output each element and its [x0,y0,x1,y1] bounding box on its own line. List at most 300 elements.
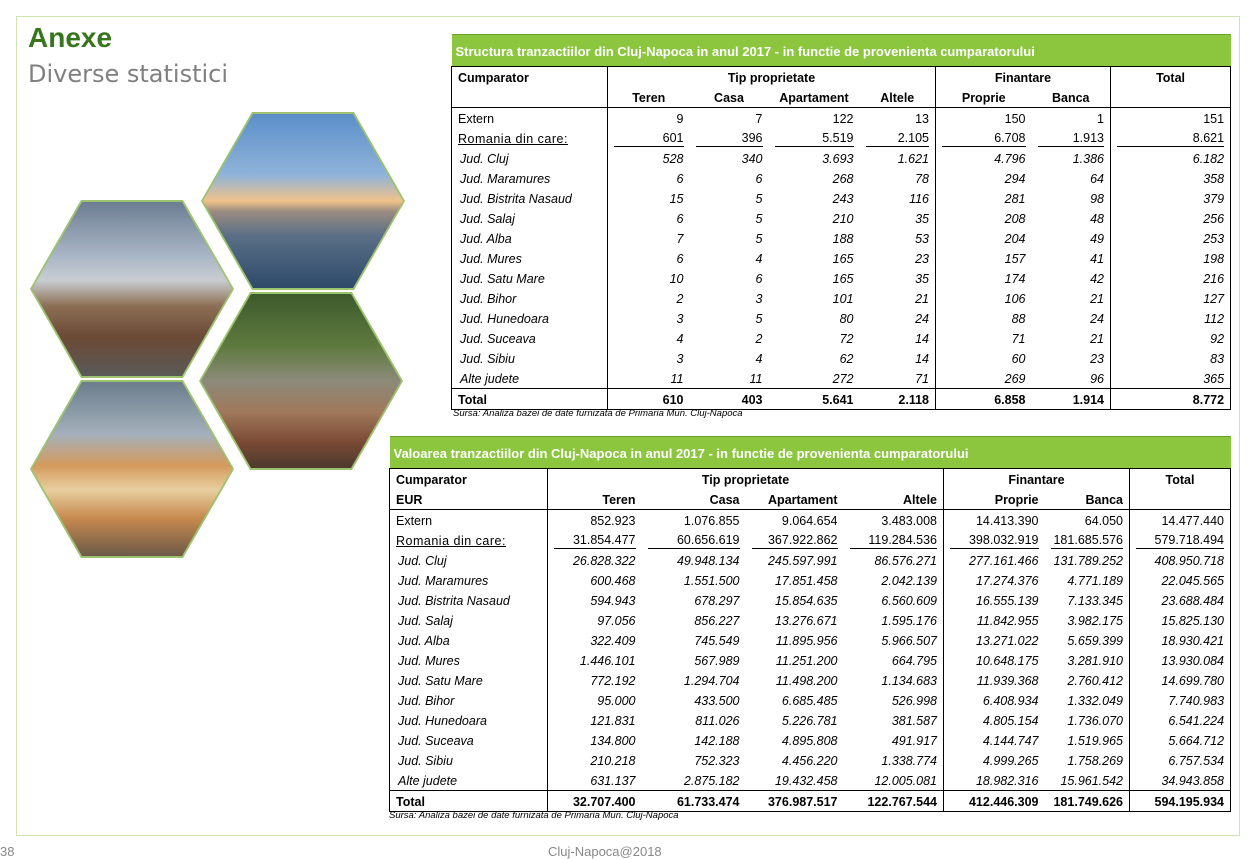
table-cell: 13.271.022 [944,630,1045,650]
row-label: Extern [452,108,608,129]
table-cell: 6.182 [1111,148,1231,168]
row-label: Jud. Bistrita Nasaud [452,188,608,208]
table-cell: 6 [608,208,690,228]
table-cell: 6 [608,248,690,268]
table-cell: 5.519 [769,128,860,148]
table-cell: 1.134.683 [881,673,937,688]
table-cell: 96 [1090,371,1104,386]
table2-header-tip: Tip proprietate [548,469,944,490]
row-label: Jud. Hunedoara [390,710,548,730]
page-number: 38 [0,844,15,859]
table-cell: 86.576.271 [874,553,937,568]
table-cell: 11.498.200 [775,673,838,688]
row-label: Jud. Cluj [452,148,608,168]
table-row [452,248,1231,268]
table-cell: 121.831 [548,710,642,730]
table-cell: 852.923 [548,510,642,531]
table-cell: 13.276.671 [774,613,838,628]
table1-sub-header: Casa [690,87,769,108]
table-cell: 4.895.808 [781,733,838,748]
table-cell: 1 [1097,111,1104,126]
table-cell: 165 [832,271,854,286]
table-cell: 16.555.139 [944,590,1045,610]
table-cell: 181.749.626 [1045,791,1130,812]
page-footer: Cluj-Napoca@2018 [548,844,662,859]
table-cell: 10 [608,268,690,288]
table-cell: 269 [936,368,1032,389]
table1-header-tip: Tip proprietate [608,67,936,88]
table-cell: 7 [608,228,690,248]
table1-header-finantare: Finantare [936,67,1111,88]
table-cell: 567.989 [694,653,740,668]
table-row [390,690,1231,710]
row-label: Jud. Satu Mare [390,670,548,690]
row-label: Jud. Sibiu [452,348,608,368]
table-cell: 1.519.965 [1067,733,1123,748]
table-cell: 35 [915,271,929,286]
table-cell: 631.137 [548,770,642,791]
row-label: Jud. Suceava [390,730,548,750]
table-cell: 1.076.855 [683,513,740,528]
table-cell: 358 [1111,168,1231,188]
table-cell: 365 [1111,368,1231,389]
table-row [452,268,1231,288]
table-cell: 3.693 [822,151,854,166]
table-cell: 35 [915,211,929,226]
table-cell: 2 [608,288,690,308]
table-cell: 11 [749,371,763,386]
table-cell: 433.500 [694,693,740,708]
table-cell: 23.688.484 [1130,590,1231,610]
table-cell: 210 [832,211,854,226]
table2-title: Valoarea tranzactiilor din Cluj-Napoca in anul 2017 - in functie de provenienta cumparatorului [390,437,1231,469]
table1-sub-header: Apartament [769,87,860,108]
table-cell: 243 [832,191,854,206]
table-cell: 610 [608,389,690,410]
table-cell: 24 [1090,311,1104,326]
table-cell: 11.251.200 [775,653,838,668]
table-cell: 18.982.316 [944,770,1045,791]
table-cell: 78 [915,171,929,186]
table-cell: 127 [1111,288,1231,308]
table-cell: 9.064.654 [781,513,838,528]
table2-sub-header: Banca [1045,489,1130,510]
table1-title: Structura tranzactiilor din Cluj-Napoca in anul 2017 - in functie de provenienta cumparatorului [452,35,1231,67]
table-cell: 6.560.609 [881,593,937,608]
table-cell: 272 [832,371,854,386]
table-cell: 5.664.712 [1130,730,1231,750]
table-cell: 150 [936,108,1032,129]
table-row [452,348,1231,368]
table-row [452,368,1231,389]
table-cell: 23 [1090,351,1104,366]
table-cell: 204 [936,228,1032,248]
table1-sub-header: Altele [860,87,936,108]
transactions-structure-table [451,34,1231,410]
table2-sub-header: Proprie [944,489,1045,510]
table-cell: 6.408.934 [944,690,1045,710]
table-cell: 856.227 [694,613,740,628]
table-cell: 5 [755,311,763,326]
table2-header-eur: EUR [390,489,548,510]
table-cell: 22.045.565 [1130,570,1231,590]
table-row [452,128,1231,148]
table-cell: 5 [755,231,763,246]
table-cell: 600.468 [548,570,642,590]
table-cell: 71 [936,328,1032,348]
table-cell: 277.161.466 [944,550,1045,570]
table-cell: 340 [741,151,763,166]
table-cell: 398.032.919 [944,530,1045,550]
table-cell: 6.858 [936,389,1032,410]
table2-header-total: Total [1130,469,1231,490]
row-label: Extern [390,510,548,531]
table-row [452,288,1231,308]
table1-header-cumparator: Cumparator [452,67,608,88]
table-cell: 1.595.176 [881,613,937,628]
table1-header-total: Total [1111,67,1231,88]
table-cell: 62 [839,351,854,366]
table-cell: 31.854.477 [548,530,642,550]
table-cell: 1.338.774 [881,753,937,768]
table-cell: 208 [936,208,1032,228]
table-cell: 1.736.070 [1067,713,1123,728]
table-cell: 188 [832,231,854,246]
table-row [390,610,1231,630]
table-cell: 2.875.182 [683,773,740,788]
table-cell: 6.708 [936,128,1032,148]
table-row [390,530,1231,550]
table-cell: 6 [608,168,690,188]
table-cell: 92 [1111,328,1231,348]
table-row [390,550,1231,570]
table-row [390,750,1231,770]
table-cell: 1.758.269 [1067,753,1123,768]
table2-sub-header: Casa [642,489,746,510]
table-cell: 32.707.400 [548,791,642,812]
table-cell: 3 [608,308,690,328]
table-cell: 253 [1111,228,1231,248]
table-cell: 6.685.485 [781,693,838,708]
table-cell: 2 [755,331,763,346]
table-cell: 3 [608,348,690,368]
row-label: Romania din care: [390,530,548,550]
table-row [390,710,1231,730]
row-label: Romania din care: [452,128,608,148]
table-cell: 18.930.421 [1130,630,1231,650]
table-cell: 268 [832,171,854,186]
table-cell: 41 [1090,251,1104,266]
table-cell: 9 [608,108,690,129]
table-cell: 594.943 [548,590,642,610]
table-row [390,791,1231,812]
table-cell: 8.772 [1111,389,1231,410]
table-cell: 3.281.910 [1067,653,1123,668]
row-label: Jud. Hunedoara [452,308,608,328]
table-cell: 15 [608,188,690,208]
row-label: Jud. Suceava [452,328,608,348]
table-cell: 322.409 [548,630,642,650]
table-cell: 15.961.542 [1060,773,1123,788]
table-cell: 1.386 [1072,151,1104,166]
row-label: Jud. Cluj [390,550,548,570]
table-cell: 26.828.322 [548,550,642,570]
transactions-value-table [389,436,1231,812]
table-cell: 1.294.704 [683,673,740,688]
page-subtitle: Diverse statistici [28,60,229,88]
table-cell: 281 [936,188,1032,208]
table-cell: 7.133.345 [1067,593,1123,608]
row-label: Jud. Sibiu [390,750,548,770]
table-row [452,228,1231,248]
table-row [452,148,1231,168]
table-row [452,168,1231,188]
table-cell: 60 [936,348,1032,368]
table-cell: 210.218 [548,750,642,770]
table-cell: 34.943.858 [1130,770,1231,791]
table2-header-cumparator: Cumparator [390,469,548,490]
row-label: Alte judete [452,368,608,389]
table-cell: 6 [755,271,763,286]
table1-sub-header: Teren [608,87,690,108]
table-cell: 5 [755,191,763,206]
table-cell: 98 [1090,191,1104,206]
table2-sub-header: Altele [844,489,944,510]
table-cell: 1.446.101 [548,650,642,670]
table-cell: 379 [1111,188,1231,208]
table-row [452,208,1231,228]
table2-source: Sursa: Analiza bazei de date furnizata de Primaria Mun. Cluj-Napoca [389,810,679,821]
table-cell: 48 [1090,211,1104,226]
table-cell: 61.733.474 [642,791,746,812]
row-label: Jud. Mures [390,650,548,670]
table-cell: 396 [690,128,769,148]
table-cell: 528 [608,148,690,168]
table-cell: 4.144.747 [944,730,1045,750]
table-cell: 8.621 [1111,128,1231,148]
table-cell: 678.297 [694,593,740,608]
table-cell: 294 [936,168,1032,188]
table-cell: 4 [608,328,690,348]
table-cell: 1.551.500 [683,573,740,588]
table-cell: 4 [755,351,763,366]
table-cell: 256 [1111,208,1231,228]
table-cell: 11.842.955 [944,610,1045,630]
table-cell: 95.000 [548,690,642,710]
table-cell: 7 [755,111,763,126]
table-row [452,188,1231,208]
row-label: Jud. Satu Mare [452,268,608,288]
table-cell: 174 [936,268,1032,288]
table-cell: 526.998 [891,693,937,708]
table-cell: 64 [1090,171,1104,186]
table-cell: 181.685.576 [1045,530,1130,550]
row-label: Jud. Salaj [390,610,548,630]
table-cell: 112 [1111,308,1231,328]
table-cell: 3 [755,291,763,306]
table-cell: 2.118 [860,389,936,410]
table-cell: 579.718.494 [1130,530,1231,550]
table-cell: 134.800 [548,730,642,750]
row-label: Jud. Bihor [390,690,548,710]
table-cell: 4.456.220 [781,753,838,768]
table-row [390,730,1231,750]
table-row [390,770,1231,791]
table-cell: 131.789.252 [1053,553,1123,568]
table-cell: 10.648.175 [944,650,1045,670]
table-cell: 6.757.534 [1130,750,1231,770]
table-cell: 151 [1111,108,1231,129]
table1-sub-header: Proprie [936,87,1032,108]
table-cell: 216 [1111,268,1231,288]
table-cell: 2.105 [860,128,936,148]
table-cell: 6.541.224 [1130,710,1231,730]
table-cell: 245.597.991 [767,553,838,568]
row-label: Jud. Maramures [390,570,548,590]
table2-header-finantare: Finantare [944,469,1130,490]
table-row [390,630,1231,650]
table-cell: 21 [1090,291,1104,306]
table-cell: 408.950.718 [1130,550,1231,570]
row-label: Alte judete [390,770,548,791]
table-cell: 2.760.412 [1067,673,1123,688]
table-row [452,328,1231,348]
row-label: Jud. Alba [390,630,548,650]
table-cell: 11 [608,368,690,389]
table-cell: 122.767.544 [844,791,944,812]
table-cell: 14.699.780 [1130,670,1231,690]
table-cell: 376.987.517 [746,791,844,812]
table-cell: 381.587 [891,713,937,728]
table-cell: 53 [915,231,929,246]
table2-sub-header: Apartament [746,489,844,510]
table-cell: 116 [909,191,929,206]
table-cell: 7.740.983 [1130,690,1231,710]
table-cell: 601 [608,128,690,148]
table-cell: 122 [832,111,854,126]
table-row [390,590,1231,610]
table-cell: 4.796 [936,148,1032,168]
table-cell: 71 [915,371,929,386]
table-cell: 88 [936,308,1032,328]
table-cell: 165 [832,251,854,266]
row-label: Jud. Salaj [452,208,608,228]
table-cell: 49.948.134 [676,553,740,568]
table-cell: 198 [1111,248,1231,268]
table-cell: 5.659.399 [1067,633,1123,648]
table-cell: 5.966.507 [881,633,937,648]
table-row [390,510,1231,531]
table-cell: 72 [839,331,854,346]
table-cell: 80 [839,311,854,326]
table-cell: 49 [1090,231,1104,246]
table-cell: 42 [1090,271,1104,286]
table-cell: 811.026 [695,713,740,728]
table-cell: 4 [755,251,763,266]
table-cell: 14 [915,351,929,366]
table1-sub-header: Banca [1032,87,1111,108]
table-cell: 13 [915,111,929,126]
table-cell: 491.917 [891,733,937,748]
table-cell: 17.851.458 [774,573,838,588]
table-cell: 4.805.154 [944,710,1045,730]
table-row [452,389,1231,410]
row-label: Jud. Bistrita Nasaud [390,590,548,610]
table-cell: 664.795 [891,653,937,668]
table-cell: 4.771.189 [1067,573,1123,588]
table-cell: 157 [936,248,1032,268]
table1-source: Sursa: Analiza bazei de date furnizata de Primaria Mun. Cluj-Napoca [453,408,743,419]
table-cell: 142.188 [694,733,740,748]
table-cell: 6 [755,171,763,186]
table-cell: 594.195.934 [1130,791,1231,812]
row-label: Jud. Mures [452,248,608,268]
page-title: Anexe [28,22,113,53]
table-cell: 11.895.956 [775,633,838,648]
table-cell: 412.446.309 [944,791,1045,812]
table-cell: 745.549 [694,633,740,648]
table-cell: 106 [936,288,1032,308]
table-cell: 752.323 [694,753,740,768]
table-cell: 15.854.635 [774,593,838,608]
table-cell: 1.913 [1032,128,1111,148]
table-cell: 12.005.081 [874,773,937,788]
row-label: Jud. Bihor [452,288,608,308]
table-row [452,108,1231,129]
table-cell: 5 [755,211,763,226]
table-cell: 21 [915,291,929,306]
table2-sub-header: Teren [548,489,642,510]
row-label: Jud. Alba [452,228,608,248]
table-row [390,650,1231,670]
table-cell: 2.042.139 [881,573,937,588]
table-cell: 772.192 [548,670,642,690]
table-cell: 15.825.130 [1130,610,1231,630]
table-cell: 83 [1111,348,1231,368]
table-cell: 3.982.175 [1067,613,1123,628]
table-cell: 14.413.390 [944,510,1045,531]
table-cell: 5.226.781 [781,713,838,728]
table-cell: 21 [1090,331,1104,346]
table-cell: 23 [915,251,929,266]
table-cell: 19.432.458 [774,773,838,788]
table-cell: 403 [690,389,769,410]
table-cell: 367.922.862 [746,530,844,550]
table-cell: 5.641 [769,389,860,410]
table-cell: 13.930.084 [1130,650,1231,670]
table-cell: 1.621 [897,151,929,166]
table-cell: 24 [915,311,929,326]
table-cell: 101 [832,291,854,306]
row-label: Total [452,389,608,410]
table-cell: 3.483.008 [881,513,937,528]
table-cell: 11.939.368 [944,670,1045,690]
table-cell: 1.914 [1032,389,1111,410]
table-cell: 119.284.536 [844,530,944,550]
table-cell: 97.056 [548,610,642,630]
table-cell: 14 [915,331,929,346]
table-cell: 64.050 [1084,513,1123,528]
row-label: Total [390,791,548,812]
table-cell: 1.332.049 [1067,693,1123,708]
table-cell: 17.274.376 [944,570,1045,590]
table-row [390,570,1231,590]
table-row [452,308,1231,328]
table-cell: 60.656.619 [642,530,746,550]
table-row [390,670,1231,690]
table-cell: 14.477.440 [1130,510,1231,531]
table-cell: 4.999.265 [944,750,1045,770]
